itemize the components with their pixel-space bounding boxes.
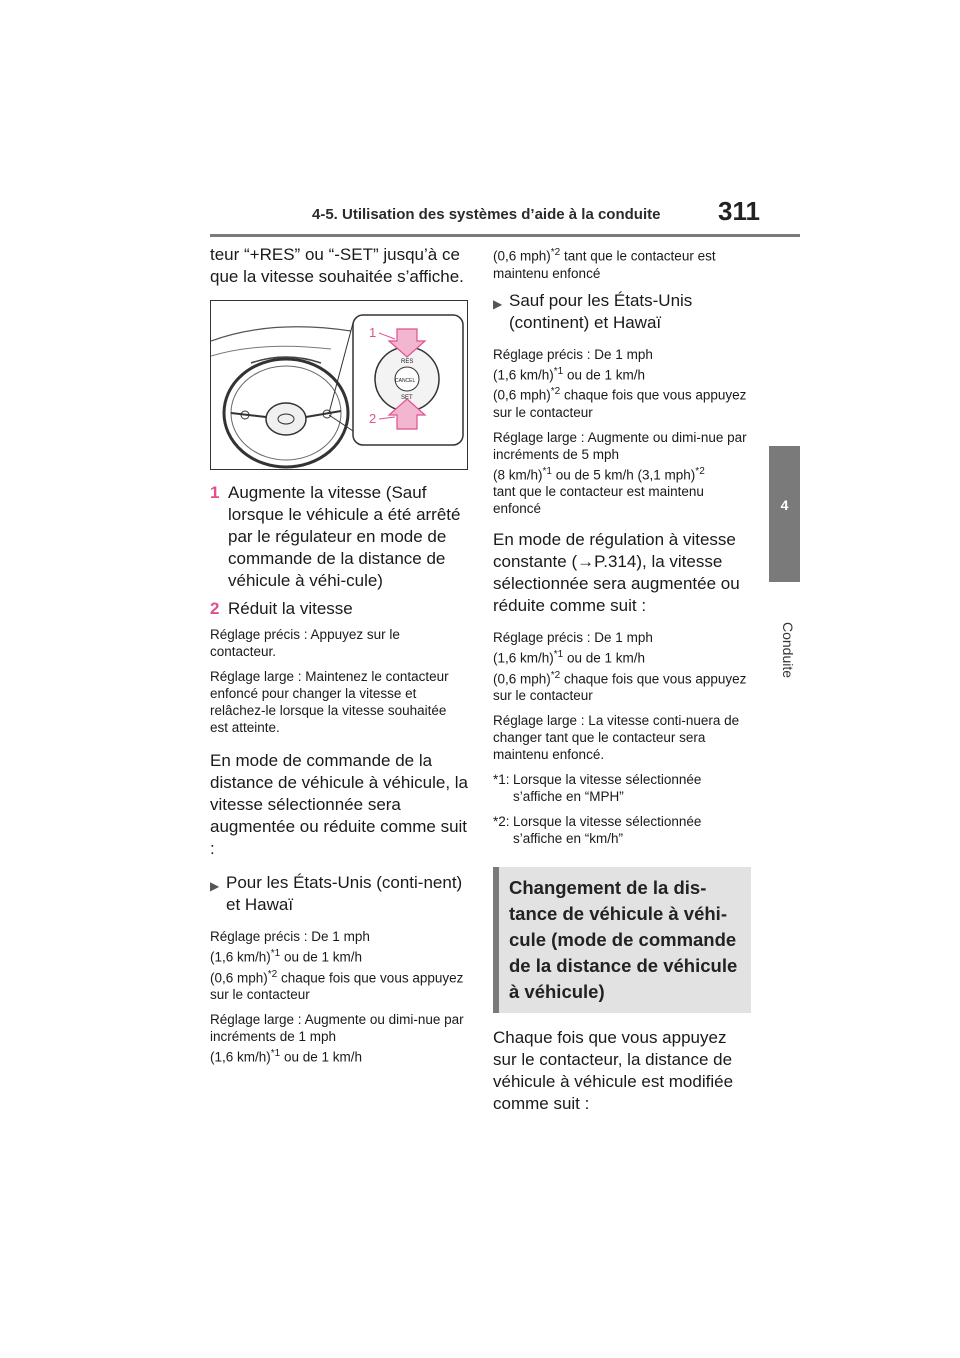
side-tab-label: Conduite [780,622,796,679]
text-fragment: ou de 1 km/h [280,949,363,965]
page-number: 311 [718,196,760,226]
text-fragment: ou de 1 km/h [563,367,646,382]
callout-2-label: 2 [369,411,377,426]
text-fragment: Réglage précis : De 1 mph [210,929,370,944]
distance-mode-paragraph: En mode de commande de la distance de véhicule à véhicule, la vitesse sélectionnée sera augmentée ou réduite comme suit : [210,751,468,858]
footnote-ref: *1 [542,465,552,477]
text-fragment: (8 km/h) [493,467,543,482]
text-fragment: ou de 1 km/h [280,1049,363,1065]
footnote-ref: *2 [550,669,561,681]
left-column [210,244,468,1074]
item-text: Augmente la vitesse (Sauf lorsque le véhicule a été arrêté par le régulateur en mode de commande de la distance de véhicule à véhi-cule) [228,483,461,590]
bullet-except-us-hawaii [493,290,751,334]
footnote-text: Lorsque la vitesse sélectionnée s’affiche en “MPH” [513,772,702,804]
res-label: RES [401,359,414,365]
coarse-adjust-other [493,429,751,518]
text-fragment: tant que le contacteur est maintenu enfoncé [493,484,704,516]
side-tab-number: 4 [780,497,789,513]
text-fragment: (0,6 mph) [493,387,551,403]
text-fragment: En mode de régulation à vitesse constante ( [493,530,736,571]
footnote-ref: *2 [550,247,561,258]
triangle-bullet-icon: ▶ [210,879,220,893]
arrow-icon: → [577,552,595,571]
chapter-header: 4-5. Utilisation des systèmes d’aide à la conduite [312,206,661,223]
text-fragment: Réglage précis : De 1 mph [493,630,653,645]
text-fragment: ou de 5 km/h (3,1 mph) [551,467,696,482]
intro-text: teur “+RES” ou “-SET” jusqu’à ce que la vitesse souhaitée s’affiche. [210,245,464,286]
footnote-key: *2: [493,814,510,829]
footnote-text: Lorsque la vitesse sélectionnée s’affiche en “km/h” [513,814,702,846]
footnote-ref: *1 [553,365,564,377]
set-label: SET [401,395,413,401]
footnote-key: *1: [493,772,510,787]
fine-adjust-us [210,928,468,1003]
text-fragment: (0,6 mph) [210,970,268,985]
coarse-adjust-constant: Réglage large : La vitesse conti-nuera de changer tant que le contacteur sera maintenu enfoncé. [493,713,740,762]
text-fragment: (0,6 mph) [493,248,551,264]
right-column [493,244,751,1127]
list-item [210,598,468,620]
steering-wheel-illustration [210,300,468,470]
text-fragment: chaque fois que vous appuyez sur le contacteur [210,970,464,1002]
text-fragment: Réglage large : Augmente ou dimi-nue par incréments de 1 mph [210,1012,464,1044]
text-fragment: Réglage précis : De 1 mph [493,346,653,362]
text-fragment: chaque fois que vous appuyez sur le contacteur [493,387,747,420]
footnote-ref: *2 [267,968,278,980]
footnote-ref: *1 [270,948,281,959]
text-fragment: (1,6 km/h) [210,949,271,965]
triangle-bullet-icon: ▶ [493,296,503,311]
text-fragment: Réglage large : Augmente ou dimi-nue par incréments de 5 mph [493,429,747,462]
footnote-ref: *1 [553,649,564,660]
item-text: Réduit la vitesse [228,599,353,618]
coarse-adjust-us [210,1011,468,1066]
fine-adjust-note: Réglage précis : Appuyez sur le contacteur. [210,627,400,659]
coarse-adjust-us-cont [493,244,751,282]
footnote-1 [493,771,751,805]
footnote-ref: *1 [270,1048,281,1059]
text-fragment: chaque fois que vous appuyez sur le contacteur [493,671,747,703]
text-fragment: tant que le contacteur est maintenu enfoncé [493,248,716,281]
page-reference: P.314), la vitesse sélectionnée sera augmentée ou réduite comme suit : [493,552,740,615]
bullet-text: Sauf pour les États-Unis (continent) et Hawaï [509,290,693,332]
section-heading: Changement de la dis-tance de véhicule à véhi-cule (mode de commande de la distance de véhicule à véhicule) [493,867,751,1013]
side-tab [769,446,800,582]
footnote-2 [493,813,751,847]
bullet-text: Pour les États-Unis (conti-nent) et Hawaï [226,873,463,914]
constant-speed-paragraph [493,529,751,617]
text-fragment: ou de 1 km/h [563,650,646,666]
section-body: Chaque fois que vous appuyez sur le contacteur, la distance de véhicule à véhicule est modifiée comme suit : [493,1028,734,1113]
fine-adjust-constant [493,629,751,704]
text-fragment: (1,6 km/h) [493,650,554,666]
text-fragment: (1,6 km/h) [210,1049,271,1065]
item-number: 2 [210,599,220,618]
bullet-us-hawaii [210,872,468,916]
text-fragment: (1,6 km/h) [493,367,554,382]
list-item [210,482,468,592]
coarse-adjust-note: Réglage large : Maintenez le contacteur enfoncé pour changer la vitesse et relâchez-le lorsque la vitesse souhaitée est atteinte. [210,669,449,735]
footnote-ref: *2 [695,465,705,477]
text-fragment: (0,6 mph) [493,671,551,686]
header-rule [210,234,800,237]
callout-1-label: 1 [369,325,377,340]
fine-adjust-other [493,346,751,421]
cancel-label: CANCEL [395,378,416,384]
steering-wheel-drawing [211,301,467,469]
item-number: 1 [210,483,220,502]
footnote-ref: *2 [550,386,561,397]
